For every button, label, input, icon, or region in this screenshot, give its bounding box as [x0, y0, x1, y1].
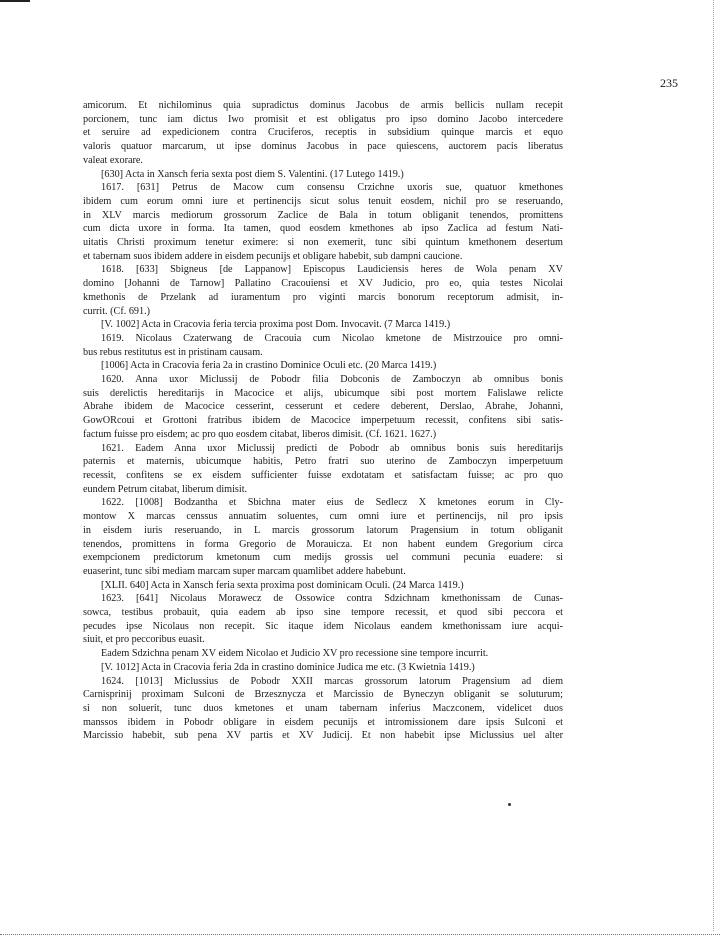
text-line: et tabernam suos ibidem addere in eisdem pecunijs et obligare habebit, sub dampni caucione. — [83, 250, 463, 262]
text-line: Marcissio habebit, sub pena XV partis et XV Judicij. Et non habebit ipse Miclussius uel alter — [83, 730, 563, 742]
scan-edge-mark — [0, 0, 30, 2]
scan-bottom-edge — [0, 934, 720, 935]
text-line: pecudes ipse Nicolaus non recepit. Sic itaque idem Nicolaus eandem kmethonissam iure acqui- — [83, 620, 563, 632]
text-line: paternis et maternis, ubicumque habitis, Petro fratri suo uterino de Zamboczyn imperpetuum — [83, 456, 563, 468]
text-line: 1619. Nicolaus Czaterwang de Cracouia cum Nicolao kmetone de Mistrzouice pro omni- — [101, 332, 563, 344]
ink-speck — [508, 803, 511, 806]
body-text — [83, 99, 563, 743]
text-line: 1624. [1013] Miclussius de Pobodr XXII marcas grossorum latorum Pragensium ad diem — [101, 675, 563, 687]
entry-heading: [630] Acta in Xansch feria sexta post diem S. Valentini. (17 Lutego 1419.) — [101, 168, 404, 180]
text-line: 1622. [1008] Bodzantha et Sbichna mater eius de Sedlecz X kmetones eorum in Cly- — [101, 497, 563, 509]
text-line: 1621. Eadem Anna uxor Miclussij predicti de Pobodr ab omnibus bonis suis hereditarijs — [101, 442, 563, 454]
text-line: uitatis Christi proximum tenetur eximere: si non exemerit, tunc sibi quintum kmethonem desertum — [83, 237, 563, 249]
text-line: porcionem, tunc iam dictus Iwo promisit et est obligatus pro ipso domino Jacobo intercedere — [83, 113, 563, 125]
text-line: ibidem cum eorum omni iure et pertinencijs sicut solus tenuit eosdem, nichil pro se reseruando, — [83, 195, 563, 207]
text-line: sowca, testibus probauit, quia eadem ab ipso sine tempore recessit, et quod sibi peccora et — [83, 607, 563, 619]
text-line: in XLV marcis mediorum grossorum Zaclice de Bala in totum obliganit tenendos, promittens — [83, 209, 563, 221]
text-line: Abrahe ibidem de Macocice cesserint, cesserunt et cedere deberent, Derslao, Abrahe, Johanni, — [83, 401, 563, 413]
text-line: bus rebus restitutus est in pristinam causam. — [83, 346, 263, 358]
text-line: amicorum. Et nichilominus quia supradictus dominus Jacobus de armis bellicis nullam recepit — [83, 100, 563, 111]
text-line: Eadem Sdzichna penam XV eidem Nicolao et Judicio XV pro recessione sine tempore incurrit. — [101, 648, 489, 660]
text-line: si non soluerit, tunc duos kmetones et unam tabernam inferius Maczconem, videlicet duos — [83, 702, 563, 714]
text-line: 1618. [633] Sbigneus [de Lappanow] Episcopus Laudiciensis heres de Wola penam XV — [101, 264, 563, 276]
text-line: eundem Petrum citabat, liberum dimisit. — [83, 483, 248, 495]
text-line: GowORcoui et Grottoni fratribus ibidem de Macocice imperpetuum recessit, confitens sibi satis- — [83, 415, 563, 427]
text-line: tenendos, promittens in forma Gregorio de Morauicza. Et non habent eundem Gregorium circa — [83, 538, 563, 550]
text-line: Carnisprinij proximam Sulconi de Brzesznycza et Marcissio de Byneczyn obliganit se soluturum; — [83, 689, 563, 701]
text-line: valeat exorare. — [83, 154, 143, 166]
text-line: siuit, et pro peccoribus euasit. — [83, 634, 205, 646]
text-line: euaserint, tunc sibi mediam marcam super marcam quamlibet addere habebunt. — [83, 565, 406, 577]
entry-heading: [1006] Acta in Cracovia feria 2a in crastino Dominice Oculi etc. (20 Marca 1419.) — [101, 360, 437, 372]
text-line: suis derelictis hereditarijs in Macocice et alijs, ubicumque sibi post mortem Falislawe relicte — [83, 387, 563, 399]
scan-right-edge — [713, 0, 714, 931]
text-line: in eisdem iuris reseruando, in L marcis grossorum latorum Pragensium in totum obliganit — [83, 524, 563, 536]
page-number: 235 — [660, 76, 678, 90]
text-line: montow X marcas censsus annuatim soluentes, cum omni iure et pertinencijs, nil pro ipsis — [83, 511, 563, 523]
text-line: 1623. [641] Nicolaus Morawecz de Ossowice contra Sdzichnam kmethonissam de Cunas- — [101, 593, 563, 605]
text-line: factum fuisse pro eisdem; ac pro quo eosdem citabat, liberos dimisit. (Cf. 1621. 1627.) — [83, 428, 437, 440]
entry-heading: [V. 1002] Acta in Cracovia feria tercia proxima post Dom. Invocavit. (7 Marca 1419.) — [101, 319, 451, 331]
text-line: 1620. Anna uxor Miclussij de Pobodr filia Dobconis de Zamboczyn ab omnibus bonis — [101, 374, 563, 386]
text-line: et seruire ad expedicionem contra Cruciferos, receptis in subsidium quinque marcis et equo — [83, 127, 563, 139]
text-line: recessit, confitens se ex eisdem sufficienter fuisse exdotatam et satisfactam fuisse; ac pro quo — [83, 469, 563, 481]
text-line: valoris quatuor marcarum, ut ipse dominus Jacobus in pace quiescens, auctorem pacis liberatus — [83, 141, 563, 153]
text-line: manssos ibidem in Pobodr obligare in eisdem pecunijs et intromissionem dare ipsis Sulconi et — [83, 716, 563, 728]
entry-heading: [V. 1012] Acta in Cracovia feria 2da in crastino dominice Judica me etc. (3 Kwietnia 1419.) — [101, 661, 475, 673]
entry-heading: [XLII. 640] Acta in Xansch feria sexta proxima post dominicam Oculi. (24 Marca 1419.) — [101, 579, 464, 591]
text-line: cum dicta uxore in forma. Ita tamen, quod eosdem kmethones ab ipso Zaclica ad festum Nati- — [83, 223, 563, 235]
text-line: exempcionem predictorum kmetonum cum medijs grossis uel communi pecunia euadere: si — [83, 552, 563, 564]
text-line: 1617. [631] Petrus de Macow cum consensu Crzichne uxoris sue, quatuor kmethones — [101, 182, 563, 194]
text-line: currit. (Cf. 691.) — [83, 305, 151, 317]
text-line: domino [Johanni de Tarnow] Pallatino Cracouiensi et XV Judicio, pro eo, quia testes Nicolai — [83, 278, 563, 290]
text-line: kmethonis de Przelank ad iuramentum pro viginti marcis bonorum receptorum admisit, in- — [83, 291, 563, 303]
